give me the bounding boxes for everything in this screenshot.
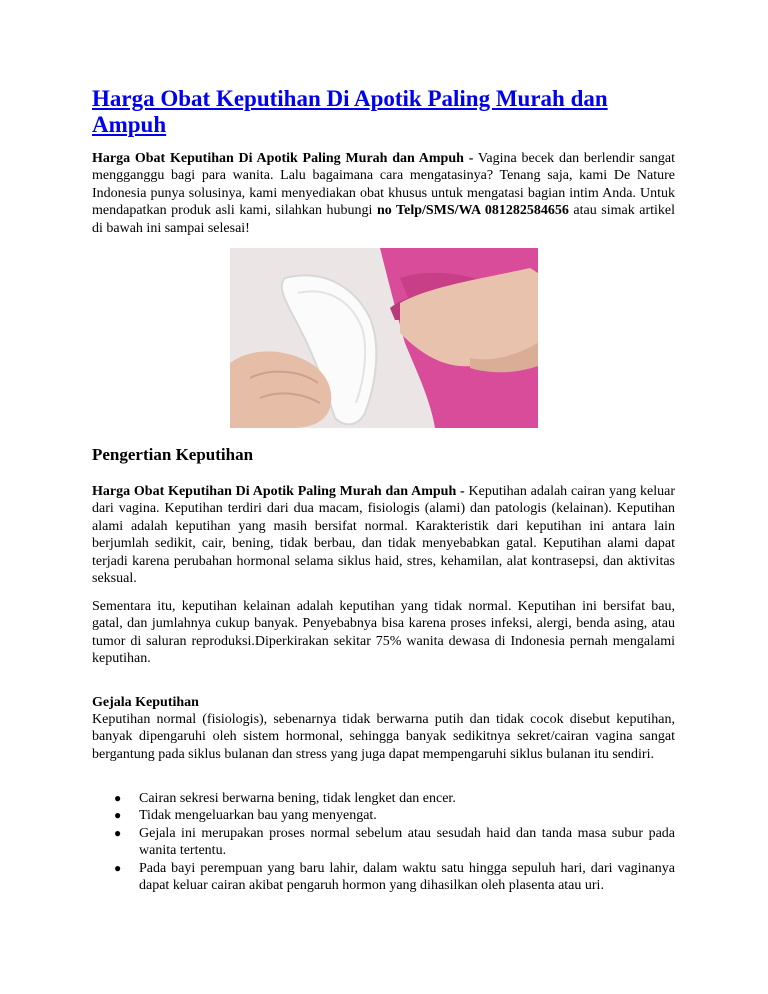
- list-item-text: Tidak mengeluarkan bau yang menyengat.: [139, 808, 377, 824]
- bullet-icon: ●: [114, 860, 122, 875]
- section-heading-pengertian: Pengertian Keputihan: [92, 445, 254, 464]
- list-item: [92, 790, 675, 807]
- list-item-text: Pada bayi perempuan yang baru lahir, dalam waktu satu hingga sepuluh hari, dari vaginanya dapat keluar cairan akibat pengaruh hormon yang dihasilkan oleh plasenta atau uri.: [139, 860, 675, 894]
- photo-illustration: [230, 248, 538, 428]
- pengertian-paragraph-2: Sementara itu, keputihan kelainan adalah keputihan yang tidak normal. Keputihan ini bersifat bau, gatal, dan jumlahnya cukup banyak. Penyebabnya bisa karena proses infeksi, alergi, benda asing, atau tumor di saluran reproduksi.Diperkirakan sekitar 75% wanita dewasa di Indonesia pernah mengalami keputihan.: [92, 599, 675, 667]
- list-item-text: Gejala ini merupakan proses normal sebelum atau sesudah haid dan tanda masa subur pada wanita tertentu.: [139, 825, 675, 859]
- pengertian-lead-bold: Harga Obat Keputihan Di Apotik Paling Murah dan Ampuh -: [92, 484, 465, 499]
- list-item-text: Cairan sekresi berwarna bening, tidak lengket dan encer.: [139, 791, 456, 806]
- list-item: [92, 807, 675, 824]
- pengertian-text: Keputihan adalah cairan yang keluar dari vagina. Keputihan terdiri dari dua macam, fisiologis (alami) dan patologis (kelainan). Keputihan alami adalah keputihan yang masih bersifat normal. Karakteristik dari keputihan ini antara lain berjumlah sedikit, cair, bening, tidak berbau, dan tidak menyebabkan gatal. Keputihan alami dapat terjadi karena perubahan hormonal selama siklus haid, stres, kehamilan, alat kontrasepsi, dan aktivitas seksual.: [92, 484, 675, 587]
- list-item: [92, 860, 675, 895]
- intro-text-end: atau simak artikel di bawah ini sampai selesai!: [92, 203, 676, 236]
- intro-contact-bold: no Telp/SMS/WA 081282584656: [376, 203, 569, 219]
- intro-lead-bold: Harga Obat Keputihan Di Apotik Paling Murah dan Ampuh -: [92, 151, 474, 166]
- gejala-paragraph: Keputihan normal (fisiologis), sebenarnya tidak berwarna putih dan tidak cocok disebut keputihan, banyak dipengaruhi oleh sistem hormonal, sehingga banyak sedikitnya sekret/cairan vagina sangat bergantung pada siklus bulanan dan stress yang juga dapat mempengaruhi siklus bulanan itu sendiri.: [92, 712, 675, 762]
- article-title-link[interactable]: Harga Obat Keputihan Di Apotik Paling Murah dan Ampuh: [92, 86, 608, 137]
- section-heading-gejala: Gejala Keputihan: [92, 695, 199, 710]
- bullet-icon: ●: [114, 791, 122, 805]
- bullet-icon: ●: [114, 825, 122, 840]
- intro-text: Vagina becek dan berlendir sangat mengganggu bagi para wanita. Lalu bagaimana cara mengatasinya? Tenang saja, kami De Nature Indonesia punya solusinya, kami menyediakan obat khusus untuk mengatasi bagian intim Anda. Untuk mendapatkan produk asli kami, silahkan hubungi: [92, 151, 675, 219]
- pengertian-paragraph-1: [92, 483, 675, 587]
- list-item: [92, 825, 675, 860]
- bullet-icon: ●: [114, 808, 122, 823]
- hands-pad-photo: [230, 248, 538, 428]
- gejala-bullet-list: [92, 790, 675, 894]
- intro-paragraph: [92, 150, 675, 237]
